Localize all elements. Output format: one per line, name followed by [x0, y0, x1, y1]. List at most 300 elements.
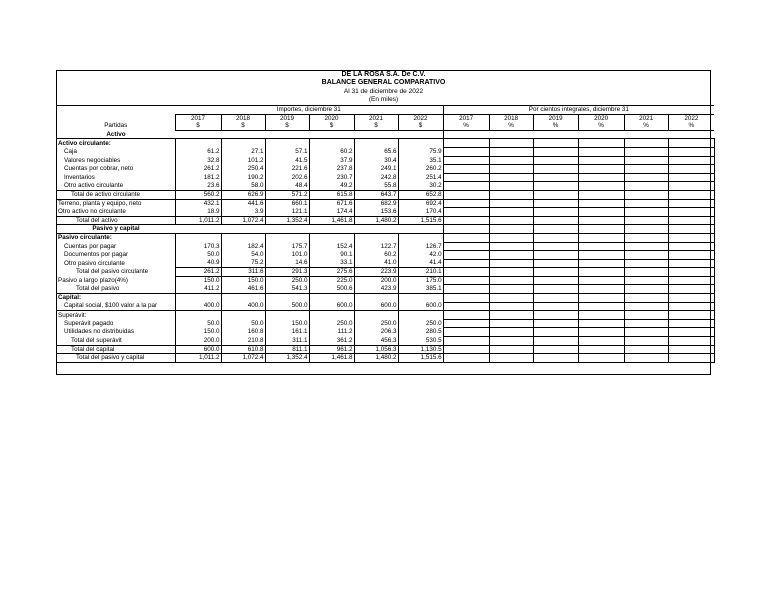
empty-cell	[354, 294, 398, 303]
amount-cell: 1,072.4	[221, 216, 265, 225]
percent-cell	[443, 328, 489, 337]
percent-cell	[489, 268, 533, 277]
percent-symbol: %	[578, 122, 624, 130]
percent-cell	[578, 276, 624, 285]
amount-cell: 692.4	[398, 199, 443, 208]
percent-cell	[533, 173, 578, 182]
amount-cell: 175.7	[265, 242, 309, 251]
percent-cell	[578, 337, 624, 346]
row-label: Capital social, $100 valor a la par	[57, 302, 175, 311]
amount-cell: 1,072.4	[221, 354, 265, 363]
table-row	[57, 199, 714, 208]
amount-cell: 30.4	[354, 156, 398, 165]
amount-cell: 652.8	[398, 190, 443, 199]
percent-cell	[443, 285, 489, 294]
percent-cell	[624, 354, 668, 363]
percent-cell	[489, 302, 533, 311]
amount-cell: 48.4	[265, 182, 309, 191]
row-label: Caja	[64, 147, 77, 155]
amount-cell: 411.2	[175, 285, 221, 294]
importe-year-2018: 2018	[221, 114, 265, 122]
amount-cell: 190.2	[221, 173, 265, 182]
percent-cell	[443, 354, 489, 363]
currency-symbol: $	[354, 122, 398, 130]
amount-cell: 152.4	[309, 242, 354, 251]
amount-cell: 600.0	[398, 302, 443, 311]
percent-cell	[668, 251, 714, 260]
pasivo-capital-section-label: Pasivo y capital	[57, 225, 175, 234]
company-name: DE LA ROSA S.A. De C.V.	[341, 71, 426, 78]
empty-cell	[354, 311, 398, 320]
amount-cell: 40.9	[175, 259, 221, 268]
amount-cell: 153.6	[354, 208, 398, 217]
amount-cell: 121.1	[265, 208, 309, 217]
report-date: Al 31 de diciembre de 2022	[343, 88, 424, 95]
table-row	[57, 139, 714, 148]
amount-cell: 225.0	[309, 276, 354, 285]
percent-cell	[443, 199, 489, 208]
table-row	[57, 294, 714, 303]
percent-cell	[668, 208, 714, 217]
table-row	[57, 319, 714, 328]
currency-symbol: $	[175, 122, 221, 130]
row-label: Capital:	[57, 294, 175, 303]
percent-cell	[668, 354, 714, 363]
amount-cell: 1,352.4	[265, 216, 309, 225]
amount-cell: 242.8	[354, 173, 398, 182]
empty-cell	[398, 294, 443, 303]
percent-cell	[578, 190, 624, 199]
percent-cell	[443, 156, 489, 165]
amount-cell: 1,056.3	[354, 345, 398, 354]
percent-cell	[443, 190, 489, 199]
amount-cell: 530.5	[398, 337, 443, 346]
amount-cell: 150.0	[265, 319, 309, 328]
percent-cell	[533, 233, 578, 242]
amount-cell: 600.0	[354, 302, 398, 311]
amount-cell: 50.0	[175, 251, 221, 260]
percent-cell	[624, 147, 668, 156]
percent-cell	[578, 294, 624, 303]
percent-cell	[668, 139, 714, 148]
amount-cell: 170.4	[398, 208, 443, 217]
table-row	[57, 251, 714, 260]
amount-cell: 54.0	[221, 251, 265, 260]
table-row	[57, 337, 714, 346]
amount-cell: 432.1	[175, 199, 221, 208]
empty-cell	[309, 139, 354, 148]
empty-cell	[398, 139, 443, 148]
percent-cell	[443, 233, 489, 242]
percent-cell	[578, 208, 624, 217]
amount-cell: 660.1	[265, 199, 309, 208]
table-row	[57, 208, 714, 217]
amount-cell: 57.1	[265, 147, 309, 156]
amount-cell: 643.7	[354, 190, 398, 199]
empty-cell	[265, 233, 309, 242]
empty-cell	[309, 233, 354, 242]
row-label: Activo circulante:	[57, 139, 175, 148]
amount-cell: 223.9	[354, 268, 398, 277]
percent-cell	[578, 251, 624, 260]
percent-cell	[624, 182, 668, 191]
percent-cell	[533, 156, 578, 165]
porciento-year-2020: 2020	[578, 114, 624, 122]
currency-symbol: $	[221, 122, 265, 130]
table-row	[57, 276, 714, 285]
amount-cell: 50.0	[221, 319, 265, 328]
amount-cell: 65.6	[354, 147, 398, 156]
percent-cell	[533, 259, 578, 268]
amount-cell: 600.0	[175, 345, 221, 354]
percent-cell	[668, 182, 714, 191]
row-label: Documentos por pagar	[64, 251, 129, 259]
percent-cell	[578, 328, 624, 337]
table-row	[57, 268, 714, 277]
percent-cell	[489, 156, 533, 165]
currency-symbol: $	[265, 122, 309, 130]
row-label: Superávit:	[58, 311, 87, 319]
percent-cell	[624, 259, 668, 268]
amount-cell: 122.7	[354, 242, 398, 251]
amount-cell: 682.9	[354, 199, 398, 208]
percent-cell	[668, 294, 714, 303]
percent-cell	[578, 199, 624, 208]
importes-header: Importes, diciembre 31	[175, 106, 443, 115]
amount-cell: 41.0	[354, 259, 398, 268]
amount-cell: 500.0	[265, 302, 309, 311]
table-row	[57, 190, 714, 199]
amount-cell: 250.0	[265, 276, 309, 285]
percent-cell	[533, 242, 578, 251]
amount-cell: 200.0	[354, 276, 398, 285]
percent-cell	[489, 319, 533, 328]
percent-cell	[443, 294, 489, 303]
importe-year-2021: 2021	[354, 114, 398, 122]
row-label: Utilidades no distribuidas	[64, 328, 135, 336]
table-row	[57, 311, 714, 320]
percent-cell	[443, 173, 489, 182]
percent-cell	[489, 225, 533, 234]
amount-cell: 221.6	[265, 165, 309, 174]
table-row	[57, 216, 714, 225]
empty-cell	[354, 233, 398, 242]
porciento-year-2017: 2017	[443, 114, 489, 122]
amount-cell: 461.6	[221, 285, 265, 294]
empty-cell	[175, 294, 221, 303]
amount-cell: 182.4	[221, 242, 265, 251]
amount-cell: 30.2	[398, 182, 443, 191]
percent-cell	[668, 199, 714, 208]
amount-cell: 400.0	[175, 302, 221, 311]
amount-cell: 60.2	[354, 251, 398, 260]
percent-cell	[533, 216, 578, 225]
percent-cell	[578, 285, 624, 294]
amount-cell: 18.9	[175, 208, 221, 217]
amount-cell: 1,480.2	[354, 216, 398, 225]
amount-cell: 1,011.2	[175, 354, 221, 363]
percent-cell	[533, 354, 578, 363]
amount-cell: 237.8	[309, 165, 354, 174]
amount-cell: 200.0	[175, 337, 221, 346]
empty-cell	[354, 139, 398, 148]
percent-cell	[624, 190, 668, 199]
empty-cell	[309, 294, 354, 303]
amount-cell: 280.5	[398, 328, 443, 337]
report-units: (En miles)	[368, 96, 399, 103]
percent-cell	[578, 259, 624, 268]
amount-cell: 400.0	[221, 302, 265, 311]
percent-cell	[489, 242, 533, 251]
table-row	[57, 345, 714, 354]
percent-cell	[578, 268, 624, 277]
amount-cell: 1,461.8	[309, 354, 354, 363]
percent-cell	[489, 345, 533, 354]
percent-cell	[578, 147, 624, 156]
percent-cell	[624, 268, 668, 277]
amount-cell: 250.0	[309, 319, 354, 328]
row-label: Otro activo circulante	[64, 182, 124, 190]
table-row	[57, 242, 714, 251]
percent-cell	[624, 302, 668, 311]
amount-cell: 261.2	[175, 165, 221, 174]
table-row	[57, 259, 714, 268]
percent-symbol: %	[489, 122, 533, 130]
amount-cell: 541.3	[265, 285, 309, 294]
percent-symbol: %	[668, 122, 714, 130]
row-label: Total del pasivo	[57, 285, 175, 294]
percent-cell	[489, 259, 533, 268]
amount-cell: 41.4	[398, 259, 443, 268]
porcientos-header: Por cientos integrales, diciembre 31	[443, 106, 714, 115]
years-row	[57, 114, 714, 122]
amount-cell: 1,515.6	[398, 216, 443, 225]
amount-cell: 361.2	[309, 337, 354, 346]
amount-cell: 210.1	[398, 268, 443, 277]
amount-cell: 423.9	[354, 285, 398, 294]
empty-cell	[265, 139, 309, 148]
row-label: Total del activo	[57, 216, 175, 225]
percent-cell	[668, 147, 714, 156]
amount-cell: 1,515.6	[398, 354, 443, 363]
amount-cell: 250.4	[221, 165, 265, 174]
amount-cell: 210.8	[221, 337, 265, 346]
percent-cell	[578, 233, 624, 242]
balance-sheet	[56, 70, 711, 375]
amount-cell: 261.2	[175, 268, 221, 277]
amount-cell: 249.1	[354, 165, 398, 174]
table-row	[57, 302, 714, 311]
percent-cell	[578, 182, 624, 191]
percent-cell	[443, 259, 489, 268]
amount-cell: 961.2	[309, 345, 354, 354]
symbols-row	[57, 122, 714, 130]
row-label: Inventarios	[64, 173, 95, 181]
empty-cell	[265, 311, 309, 320]
percent-cell	[624, 208, 668, 217]
empty-cell	[398, 233, 443, 242]
percent-symbol: %	[533, 122, 578, 130]
empty-cell	[221, 311, 265, 320]
percent-cell	[533, 302, 578, 311]
percent-cell	[668, 225, 714, 234]
percent-cell	[443, 268, 489, 277]
amount-cell: 1,011.2	[175, 216, 221, 225]
percent-cell	[533, 147, 578, 156]
porciento-year-2021: 2021	[624, 114, 668, 122]
percent-cell	[578, 139, 624, 148]
amount-cell: 14.6	[265, 259, 309, 268]
table-row	[57, 328, 714, 337]
amount-cell: 150.0	[175, 328, 221, 337]
percent-cell	[533, 345, 578, 354]
amount-cell: 671.6	[309, 199, 354, 208]
percent-cell	[624, 156, 668, 165]
row-label: Total de activo circulante	[57, 190, 175, 199]
row-label: Cuentas por cobrar, neto	[64, 165, 134, 173]
empty-cell	[175, 139, 221, 148]
percent-cell	[489, 311, 533, 320]
amount-cell: 58.0	[221, 182, 265, 191]
amount-cell: 500.6	[309, 285, 354, 294]
amount-cell: 49.2	[309, 182, 354, 191]
amount-cell: 250.0	[398, 319, 443, 328]
percent-symbol: %	[624, 122, 668, 130]
percent-cell	[668, 268, 714, 277]
percent-cell	[668, 345, 714, 354]
percent-cell	[624, 233, 668, 242]
amount-cell: 50.0	[175, 319, 221, 328]
amount-cell: 32.8	[175, 156, 221, 165]
percent-cell	[624, 139, 668, 148]
amount-cell: 75.9	[398, 147, 443, 156]
amount-cell: 150.0	[221, 276, 265, 285]
porciento-year-2018: 2018	[489, 114, 533, 122]
percent-cell	[533, 328, 578, 337]
percent-cell	[533, 337, 578, 346]
empty-cell	[221, 233, 265, 242]
pasivo-capital-section-row	[57, 225, 714, 234]
amount-cell: 150.0	[175, 276, 221, 285]
row-label: Superávit pagado	[64, 319, 114, 327]
amount-cell: 174.4	[309, 208, 354, 217]
percent-cell	[489, 337, 533, 346]
partidas-header: Partidas	[104, 122, 128, 130]
percent-cell	[443, 337, 489, 346]
percent-cell	[489, 285, 533, 294]
amount-cell: 250.0	[354, 319, 398, 328]
amount-cell: 55.8	[354, 182, 398, 191]
percent-cell	[624, 173, 668, 182]
activo-section-label: Activo	[57, 130, 175, 139]
percent-cell	[489, 328, 533, 337]
percent-cell	[624, 345, 668, 354]
amount-cell: 27.1	[221, 147, 265, 156]
percent-cell	[443, 311, 489, 320]
table-row	[57, 233, 714, 242]
table-row	[57, 147, 714, 156]
percent-cell	[624, 251, 668, 260]
percent-cell	[533, 294, 578, 303]
percent-cell	[624, 199, 668, 208]
percent-cell	[489, 276, 533, 285]
amount-cell: 560.2	[175, 190, 221, 199]
empty-cell	[309, 311, 354, 320]
percent-cell	[624, 319, 668, 328]
percent-cell	[578, 345, 624, 354]
percent-symbol: %	[443, 122, 489, 130]
percent-cell	[624, 285, 668, 294]
percent-cell	[443, 147, 489, 156]
percent-cell	[489, 139, 533, 148]
percent-cell	[624, 328, 668, 337]
report-title: BALANCE GENERAL COMPARATIVO	[321, 79, 446, 86]
amount-cell: 571.2	[265, 190, 309, 199]
percent-cell	[668, 165, 714, 174]
amount-cell: 111.2	[309, 328, 354, 337]
amount-cell: 3.9	[221, 208, 265, 217]
percent-cell	[443, 216, 489, 225]
empty-cell	[221, 139, 265, 148]
percent-cell	[489, 208, 533, 217]
table-row	[57, 156, 714, 165]
percent-cell	[443, 319, 489, 328]
percent-cell	[533, 190, 578, 199]
table-row	[57, 285, 714, 294]
percent-cell	[668, 311, 714, 320]
percent-cell	[489, 354, 533, 363]
percent-cell	[668, 302, 714, 311]
amount-cell: 251.4	[398, 173, 443, 182]
empty-cell	[175, 311, 221, 320]
percent-cell	[668, 156, 714, 165]
importe-year-2020: 2020	[309, 114, 354, 122]
porciento-year-2022: 2022	[668, 114, 714, 122]
amount-cell: 1,130.5	[398, 345, 443, 354]
percent-cell	[668, 259, 714, 268]
percent-cell	[668, 337, 714, 346]
percent-cell	[443, 345, 489, 354]
table-row	[57, 354, 714, 363]
percent-cell	[624, 276, 668, 285]
percent-cell	[578, 225, 624, 234]
importe-year-2017: 2017	[175, 114, 221, 122]
percent-cell	[443, 242, 489, 251]
amount-cell: 610.8	[221, 345, 265, 354]
percent-cell	[668, 233, 714, 242]
percent-cell	[489, 251, 533, 260]
currency-symbol: $	[398, 122, 443, 130]
amount-cell: 161.1	[265, 328, 309, 337]
row-label: Total del pasivo circulante	[76, 268, 149, 276]
amount-cell: 33.1	[309, 259, 354, 268]
percent-cell	[624, 225, 668, 234]
empty-cell	[175, 233, 221, 242]
amount-cell: 60.2	[309, 147, 354, 156]
row-label: Otro pasivo circulante	[64, 259, 125, 267]
percent-cell	[489, 233, 533, 242]
amount-cell: 626.9	[221, 190, 265, 199]
percent-cell	[578, 354, 624, 363]
percent-cell	[489, 147, 533, 156]
row-label: Total del pasivo y capital	[57, 354, 175, 363]
amount-cell: 23.6	[175, 182, 221, 191]
percent-cell	[624, 216, 668, 225]
percent-cell	[489, 294, 533, 303]
amount-cell: 75.2	[221, 259, 265, 268]
percent-cell	[578, 302, 624, 311]
percent-cell	[533, 139, 578, 148]
